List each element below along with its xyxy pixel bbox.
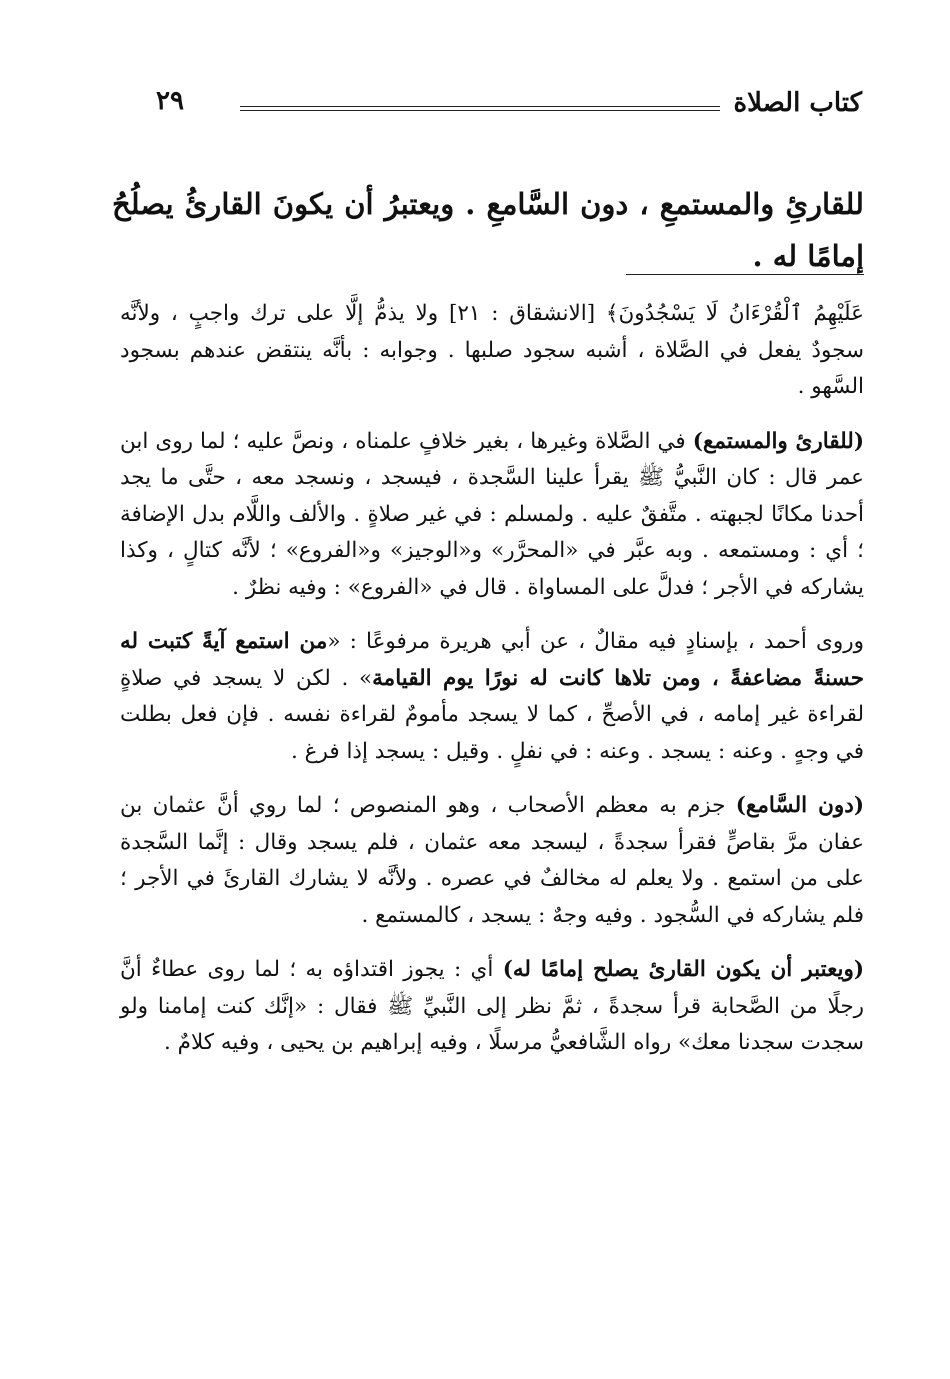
page-number: ٢٩ bbox=[156, 86, 184, 116]
paragraph-text: عَلَيْهِمُ ٱلْقُرْءَانُ لَا يَسْجُدُونَ﴾ [الانشقاق : ٢١] ولا يذمُّ إلَّا على ترك واجبٍ ، ولأنَّه سجودٌ يفعل في الصَّلاة ، أشبه سجود صلبها . وجوابه : بأنَّه ينتقض عندهم بسجود السَّهو . bbox=[120, 301, 864, 399]
commentary-paragraph bbox=[120, 624, 864, 770]
matn-text: للقارئِ والمستمعِ ، دون السَّامعِ . ويعتبرُ أن يكونَ القارئُ يصلُحُ إمامًا له . bbox=[112, 187, 864, 273]
commentary bbox=[120, 296, 864, 1080]
page-header bbox=[128, 86, 862, 122]
commentary-paragraph bbox=[120, 296, 864, 406]
paragraph-text: جزم به معظم الأصحاب ، وهو المنصوص ؛ لما روي أنَّ عثمان بن عفان مرَّ بقاصٍّ فقرأ سجدةً ، ليسجد معه عثمان ، فلم يسجد وقال : إنَّما السَّجدة على من استمع . ولا يعلم له مخالفٌ في عصره . ولأنَّه لا يشارك القارئَ في الأجر ؛ فلم يشاركه في السُّجود . وفيه وجهٌ : يسجد ، كالمستمع . bbox=[120, 793, 864, 928]
paragraph-lead: (ويعتبر أن يكون القارئ يصلح إمامًا له) bbox=[502, 957, 864, 982]
separator-line bbox=[626, 274, 864, 275]
commentary-paragraph bbox=[120, 788, 864, 934]
paragraph-text: أي : يجوز اقتداؤه به ؛ لما روى عطاءٌ أنَّ رجلًا من الصَّحابة قرأ سجدةً ، ثمَّ نظر إلى النَّبيِّ ﷺ فقال : «إنَّك كنت إمامنا ولو سجدت سجدنا معك» رواه الشَّافعيُّ مرسلًا ، وفيه إبراهيم بن يحيى ، وفيه كلامٌ . bbox=[120, 957, 864, 1055]
header-rule bbox=[240, 106, 720, 111]
book-title: كتاب الصلاة bbox=[733, 88, 862, 118]
paragraph-text: وروى أحمد ، بإسنادٍ فيه مقالٌ ، عن أبي هريرة مرفوعًا : « bbox=[327, 629, 864, 654]
paragraph-lead: (دون السَّامع) bbox=[735, 793, 864, 818]
hadith-quote: من استمع آيةً كتبت له حسنةً مضاعفةً ، ومن تلاها كانت له نورًا يوم القيامة bbox=[120, 629, 864, 691]
paragraph-text: في الصَّلاة وغيرها ، بغير خلافٍ علمناه ، ونصَّ عليه ؛ لما روى ابن عمر قال : كان النَّبيُّ ﷺ يقرأ علينا السَّجدة ، فيسجد ، ونسجد معه ، حتَّى ما يجد أحدنا مكانًا لجبهته . متَّفقٌ عليه . ولمسلم : في غير صلاةٍ . والألف واللَّام بدل الإضافة ؛ أي : ومستمعه . وبه عبَّر في «المحرَّر» و«الوجيز» و«الفروع» ؛ لأنَّه كتالٍ ، وكذا يشاركه في الأجر ؛ فدلَّ على المساواة . قال في «الفروع» : وفيه نظرٌ . bbox=[120, 428, 864, 600]
commentary-paragraph bbox=[120, 424, 864, 607]
paragraph-text: » . لكن لا يسجد في صلاةٍ لقراءة غير إمامه ، في الأصحِّ ، كما لا يسجد مأمومٌ لقراءة نفسه . فإن فعل بطلت في وجهٍ . وعنه : يسجد . وعنه : في نفلٍ . وقيل : يسجد إذا فرغ . bbox=[120, 665, 864, 764]
paragraph-lead: (للقارئ والمستمع) bbox=[692, 428, 865, 454]
commentary-paragraph bbox=[120, 952, 864, 1062]
